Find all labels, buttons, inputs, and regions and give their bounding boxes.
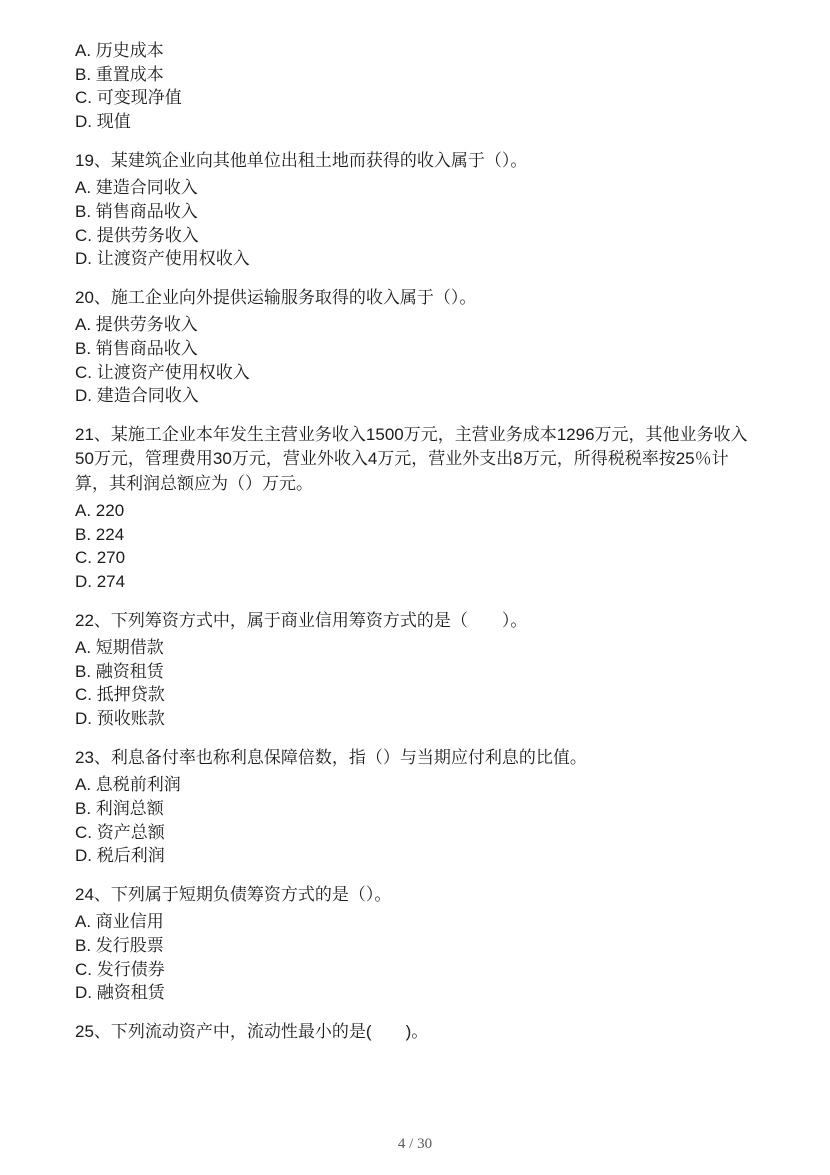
question-21-block	[75, 423, 775, 594]
stem-line: 24、下列属于短期负债筹资方式的是（）。	[75, 884, 392, 904]
question-19-stem	[75, 149, 775, 173]
question-22-stem	[75, 609, 775, 633]
option-line-d: D. 让渡资产使用权收入	[75, 249, 250, 269]
option-line-a: A. 提供劳务收入	[75, 315, 198, 335]
option-line-b: B. 224	[75, 524, 125, 544]
option-line-c: C. 抵押贷款	[75, 685, 165, 705]
option-line-b: B. 融资租赁	[75, 661, 164, 681]
stem-line: 19、某建筑企业向其他单位出租土地而获得的收入属于（）。	[75, 150, 528, 170]
option-line-c: C. 可变现净值	[75, 88, 182, 108]
option-line-d: D. 融资租赁	[75, 983, 165, 1003]
option-line-c: C. 发行债券	[75, 959, 165, 979]
option-line-d: D. 建造合同收入	[75, 386, 199, 406]
option-line-b: B. 重置成本	[75, 64, 164, 84]
question-20-stem	[75, 286, 775, 310]
option-line-d: D. 税后利润	[75, 846, 165, 866]
page-footer	[0, 1136, 830, 1153]
option-line-a: A. 建造合同收入	[75, 178, 198, 198]
question-23-stem	[75, 746, 775, 770]
stem-line: 23、利息备付率也称利息保障倍数，指（）与当期应付利息的比值。	[75, 747, 587, 767]
stem-line: 21、某施工企业本年发生主营业务收入1500万元，主营业务成本1296万元，其他业务收入	[75, 425, 748, 445]
stem-line: 25、下列流动资产中，流动性最小的是( )。	[75, 1022, 429, 1042]
stem-line: 22、下列筹资方式中，属于商业信用筹资方式的是（ ）。	[75, 610, 528, 630]
option-line-d: D. 预收账款	[75, 709, 165, 729]
question-25-block	[75, 1020, 775, 1044]
option-line-b: B. 销售商品收入	[75, 338, 198, 358]
option-line-c: C. 让渡资产使用权收入	[75, 362, 250, 382]
option-line-a: A. 历史成本	[75, 41, 164, 60]
question-23-block	[75, 746, 775, 868]
option-line-c: C. 270	[75, 548, 126, 568]
option-line-a: A. 短期借款	[75, 638, 164, 658]
question-25-stem	[75, 1020, 775, 1044]
stem-line: 50万元，管理费用30万元，营业外收入4万元，营业外支出8万元，所得税税率按25％计	[75, 449, 729, 469]
stem-line: 算，其利润总额应为（）万元。	[75, 473, 313, 493]
question-20-block	[75, 286, 775, 408]
option-line-d: D. 274	[75, 572, 126, 592]
option-line-a: A. 220	[75, 500, 125, 520]
question-19-block	[75, 149, 775, 271]
question-24-stem	[75, 883, 775, 907]
option-line-c: C. 资产总额	[75, 822, 165, 842]
question-24-block	[75, 883, 775, 1005]
option-line-b: B. 利润总额	[75, 798, 164, 818]
question-21-stem	[75, 423, 775, 496]
question-22-block	[75, 609, 775, 731]
option-line-c: C. 提供劳务收入	[75, 225, 199, 245]
option-line-b: B. 销售商品收入	[75, 201, 198, 221]
option-line-a: A. 息税前利润	[75, 775, 181, 795]
option-line-a: A. 商业信用	[75, 912, 164, 932]
stem-line: 20、施工企业向外提供运输服务取得的收入属于（）。	[75, 287, 477, 307]
page-number: 4 / 30	[397, 1136, 433, 1152]
option-line-b: B. 发行股票	[75, 935, 164, 955]
question-18-options-block	[75, 39, 775, 134]
option-line-d: D. 现值	[75, 112, 131, 132]
